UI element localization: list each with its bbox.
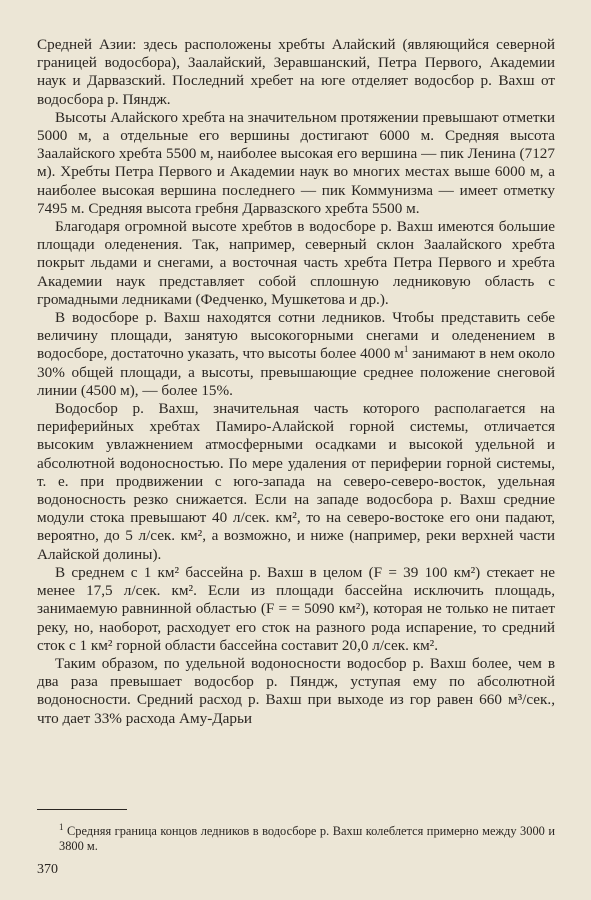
paragraph-7: Таким образом, по удельной водоносности водосбор р. Вахш более, чем в два раза превышает водосбор р. Пяндж, уступая ему по абсолютной водоносности. Средний расход р. Вахш при выходе из гор равен 660 м³/сек., что дает 33% расхода Аму-Дарьи <box>37 654 555 727</box>
paragraph-4-part-1: В водосборе р. Вахш находятся сотни ледников. Чтобы представить себе величину площади, занятую высокогорными снегами и оледенением в водосборе, достаточно указать, что высоты более 4000 м <box>37 309 555 363</box>
paragraph-3: Благодаря огромной высоте хребтов в водосборе р. Вахш имеются большие площади оледенения. Так, например, северный склон Заалайского хребта покрыт льдами и снегами, а восточная часть хребта Петра Первого и хребта Академии наук представляет собой сплошную ледниковую область с громадными ледниками (Федченко, Мушкетова и др.). <box>37 218 555 308</box>
page-number: 370 <box>37 862 58 877</box>
paragraph-5: Водосбор р. Вахш, значительная часть которого располагается на периферийных хребтах Памиро-Алайской горной системы, отличается высоким увлажнением атмосферными осадками и высокой удельной и абсолютной водоносностью. По мере удаления от периферии горной системы, т. е. при продвижении с юго-запада на северо-северо-восток, удельная водоносность резко снижается. Если на западе водосбора р. Вахш средние модули стока превышают 40 л/сек. км², то на северо-востоке его они падают, вероятно, до 5 л/сек. км², а возможно, и ниже (например, реки верхней части Алайской долины). <box>37 400 555 563</box>
footnote-divider <box>37 809 127 810</box>
paragraph-4-part-2: занимают в нем около 30% общей площади, а высоты, превышающие среднее положение снеговой линии (4500 м), — более 15%. <box>37 345 556 399</box>
footnote-line <box>37 821 555 854</box>
paragraph-6: В среднем с 1 км² бассейна р. Вахш в целом (F = 39 100 км²) стекает не менее 17,5 л/сек. км². Если из площади бассейна исключить площадь, занимаемую равнинной областью (F = = 5090 км²), которая не только не питает реку, но, наоборот, расходует его сток на разного рода испарение, то средний сток с 1 км² горной области бассейна составит 20,0 л/сек. км². <box>37 563 555 654</box>
footnote-reference: 1 <box>403 344 409 355</box>
paragraph-4 <box>37 309 555 400</box>
footnote-marker: 1 <box>59 821 64 832</box>
footnote-text: Средняя граница концов ледников в водосборе р. Вахш колеблется примерно между 3000 и 3800 м. <box>59 824 555 853</box>
body-text <box>37 36 555 728</box>
paragraph-2: Высоты Алайского хребта на значительном протяжении превышают отметки 5000 м, а отдельные его вершины достигают 6000 м. Средняя высота Заалайского хребта 5500 м, наиболее высокая его вершина — пик Ленина (7127 м). Хребты Петра Первого и Академии наук во многих местах выше 6000 м, а наиболее высокая вершина последнего — пик Коммунизма — имеет отметку 7495 м. Средняя высота гребня Дарвазского хребта 5500 м. <box>37 108 555 217</box>
footnote <box>37 821 555 854</box>
paragraph-1: Средней Азии: здесь расположены хребты Алайский (являющийся северной границей водосбора), Заалайский, Зеравшанский, Петра Первого, Академии наук и Дарвазский. Последний хребет на юге отделяет водосбор р. Вахш от водосбора р. Пяндж. <box>37 36 555 108</box>
